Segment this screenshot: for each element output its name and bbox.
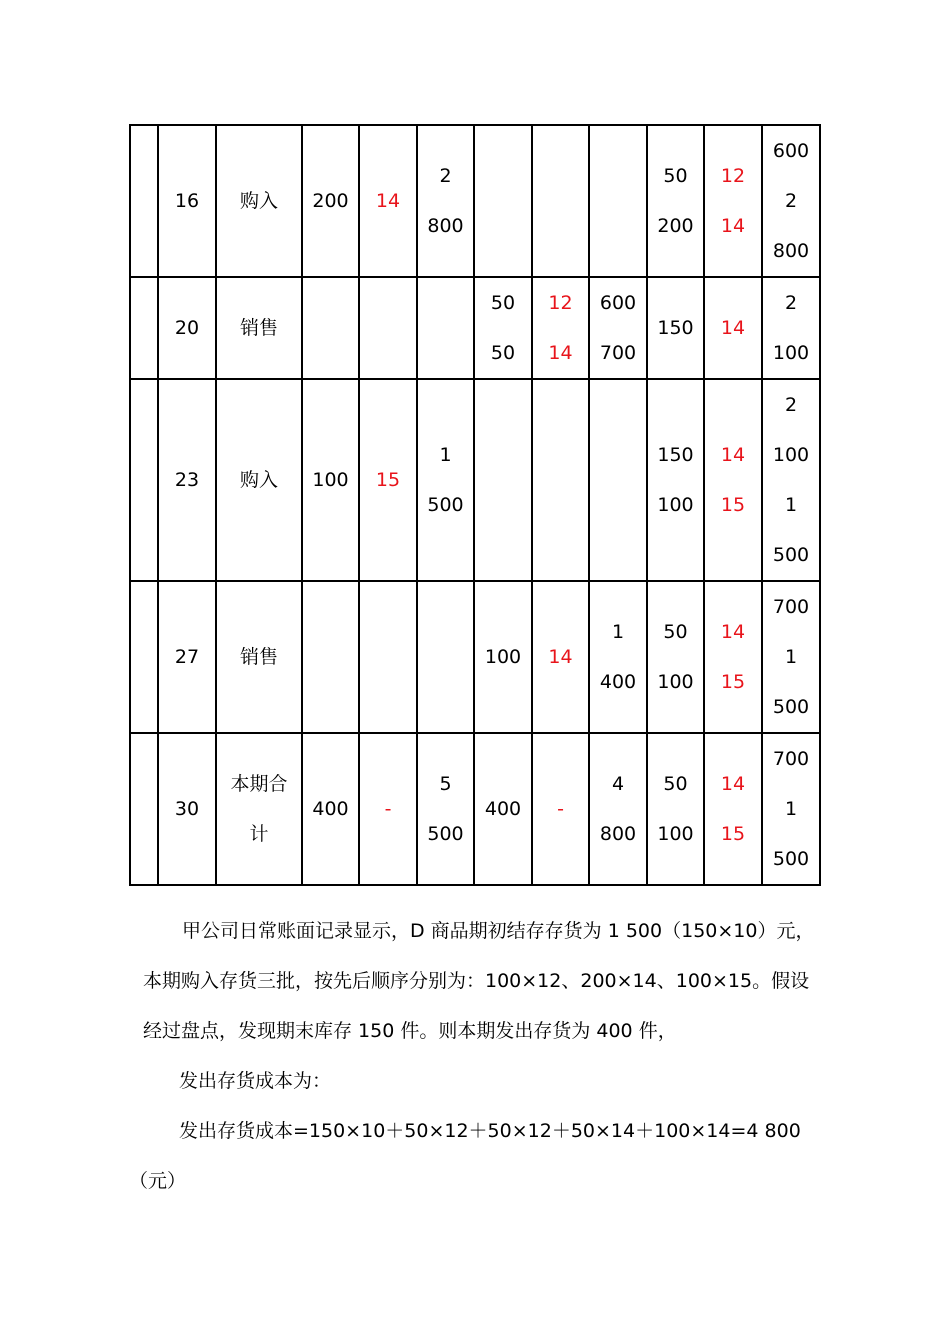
table-cell <box>302 733 359 885</box>
cell-line: 销售 <box>239 646 278 668</box>
table-cell <box>532 733 589 885</box>
table-cell <box>704 379 762 581</box>
table-cell <box>302 277 359 379</box>
cell-line: 2 <box>439 165 452 187</box>
table-cell <box>762 125 820 277</box>
table-cell <box>359 379 417 581</box>
cell-line: 16 <box>174 190 200 212</box>
cell-line: 100 <box>312 469 349 491</box>
cell-line: 500 <box>772 848 810 870</box>
table-cell <box>216 581 302 733</box>
cell-line: 1 <box>611 621 625 643</box>
table-cell <box>474 581 532 733</box>
cell-line: 50 <box>663 621 688 643</box>
table-cell <box>216 733 302 885</box>
cell-line: 100 <box>657 494 694 516</box>
cell-line: 14 <box>720 773 746 795</box>
inventory-ledger-table <box>129 124 821 886</box>
cell-line: 1 <box>439 444 452 466</box>
cell-line: 700 <box>772 596 810 618</box>
cell-line: 100 <box>657 671 694 693</box>
table-cell <box>417 277 474 379</box>
table-cell <box>762 581 820 733</box>
table-cell <box>130 125 158 277</box>
table-cell <box>589 733 647 885</box>
table-cell <box>158 581 216 733</box>
table-cell <box>302 379 359 581</box>
table-cell <box>762 379 820 581</box>
table-cell <box>417 125 474 277</box>
cell-line: 1 <box>784 798 798 820</box>
cell-line: 50 <box>663 773 688 795</box>
cell-line: 2 <box>784 292 798 314</box>
table-cell <box>130 581 158 733</box>
cell-line: 100 <box>772 342 810 364</box>
cell-line: 14 <box>548 646 573 668</box>
cell-line: 销售 <box>239 317 278 339</box>
cell-line: 14 <box>548 342 573 364</box>
table-cell <box>762 277 820 379</box>
cell-line: 50 <box>490 292 516 314</box>
cell-line: 15 <box>720 671 746 693</box>
cell-line: 800 <box>427 215 464 237</box>
table-cell <box>417 581 474 733</box>
table-row <box>130 581 820 733</box>
cell-line: 50 <box>490 342 516 364</box>
cell-line: 14 <box>720 317 746 339</box>
cell-line: 800 <box>599 823 637 845</box>
paragraph-2: 发出存货成本为： <box>179 1070 332 1092</box>
table-row <box>130 125 820 277</box>
cell-line: 50 <box>663 165 688 187</box>
cell-line: 2 <box>784 190 798 212</box>
table-cell <box>647 125 704 277</box>
table-cell <box>359 277 417 379</box>
table-cell <box>532 125 589 277</box>
cell-line: 购入 <box>239 469 278 491</box>
cell-line: - <box>384 798 392 820</box>
table-cell <box>647 581 704 733</box>
cell-line: 400 <box>484 798 522 820</box>
table-cell <box>532 581 589 733</box>
table-cell <box>474 733 532 885</box>
table-cell <box>647 733 704 885</box>
table-cell <box>704 581 762 733</box>
cell-line: 400 <box>599 671 637 693</box>
table-cell <box>417 379 474 581</box>
paragraph-1-line-2: 本期购入存货三批，按先后顺序分别为：100×12、200×14、100×15。假设 <box>143 970 810 992</box>
table-cell <box>474 379 532 581</box>
table-cell <box>417 733 474 885</box>
cell-line: 500 <box>772 544 810 566</box>
table-cell <box>130 379 158 581</box>
cell-line: 600 <box>599 292 637 314</box>
table-cell <box>158 379 216 581</box>
cell-line: 27 <box>174 646 200 668</box>
table-cell <box>474 277 532 379</box>
cell-line: 400 <box>312 798 349 820</box>
table-cell <box>589 125 647 277</box>
table-cell <box>647 277 704 379</box>
cell-line: 100 <box>657 823 694 845</box>
table-cell <box>589 379 647 581</box>
cell-line: 150 <box>657 444 694 466</box>
cell-line: 12 <box>548 292 573 314</box>
cell-line: 200 <box>657 215 694 237</box>
cell-line: 12 <box>720 165 746 187</box>
cell-line: 1 <box>784 646 798 668</box>
cell-line: 200 <box>312 190 349 212</box>
table-cell <box>302 125 359 277</box>
cell-line: 2 <box>784 394 798 416</box>
table-cell <box>158 733 216 885</box>
table-cell <box>647 379 704 581</box>
cell-line: 30 <box>174 798 200 820</box>
cell-line: 计 <box>249 823 269 845</box>
table-cell <box>532 379 589 581</box>
cell-line: 14 <box>375 190 401 212</box>
paragraph-1-line-1: 甲公司日常账面记录显示，D 商品期初结存存货为 1 500（150×10）元， <box>182 920 815 942</box>
cell-line: 500 <box>427 494 464 516</box>
table-cell <box>302 581 359 733</box>
table-row <box>130 379 820 581</box>
cell-line: 14 <box>720 444 746 466</box>
cell-line: 700 <box>599 342 637 364</box>
table-cell <box>532 277 589 379</box>
table-cell <box>130 733 158 885</box>
cell-line: 500 <box>427 823 464 845</box>
table-cell <box>216 125 302 277</box>
table-cell <box>158 277 216 379</box>
cell-line: 100 <box>484 646 522 668</box>
cell-line: 600 <box>772 140 810 162</box>
cell-line: 23 <box>174 469 200 491</box>
paragraph-3-line-1: 发出存货成本=150×10＋50×12＋50×12＋50×14＋100×14=4 800 <box>179 1120 801 1142</box>
cell-line: 15 <box>720 823 746 845</box>
cell-line: 20 <box>174 317 200 339</box>
cell-line: 14 <box>720 215 746 237</box>
table-cell <box>762 733 820 885</box>
cell-line: - <box>557 798 564 820</box>
table-cell <box>216 277 302 379</box>
table-cell <box>158 125 216 277</box>
cell-line: 1 <box>784 494 798 516</box>
cell-line: 100 <box>772 444 810 466</box>
cell-line: 本期合 <box>230 773 288 795</box>
cell-line: 800 <box>772 240 810 262</box>
cell-line: 15 <box>375 469 401 491</box>
table-cell <box>130 277 158 379</box>
table-cell <box>589 581 647 733</box>
table-cell <box>589 277 647 379</box>
table-cell <box>704 733 762 885</box>
cell-line: 14 <box>720 621 746 643</box>
table-cell <box>359 125 417 277</box>
table-row <box>130 277 820 379</box>
table-cell <box>704 125 762 277</box>
paragraph-3-line-2: （元） <box>129 1170 187 1192</box>
table-cell <box>474 125 532 277</box>
table-cell <box>359 581 417 733</box>
table-cell <box>359 733 417 885</box>
table-cell <box>216 379 302 581</box>
cell-line: 700 <box>772 748 810 770</box>
cell-line: 购入 <box>239 190 278 212</box>
table-row <box>130 733 820 885</box>
cell-line: 4 <box>611 773 625 795</box>
table-cell <box>704 277 762 379</box>
paragraph-1-line-3: 经过盘点，发现期末库存 150 件。则本期发出存货为 400 件， <box>143 1020 677 1042</box>
cell-line: 150 <box>657 317 694 339</box>
cell-line: 15 <box>720 494 746 516</box>
cell-line: 500 <box>772 696 810 718</box>
cell-line: 5 <box>439 773 452 795</box>
